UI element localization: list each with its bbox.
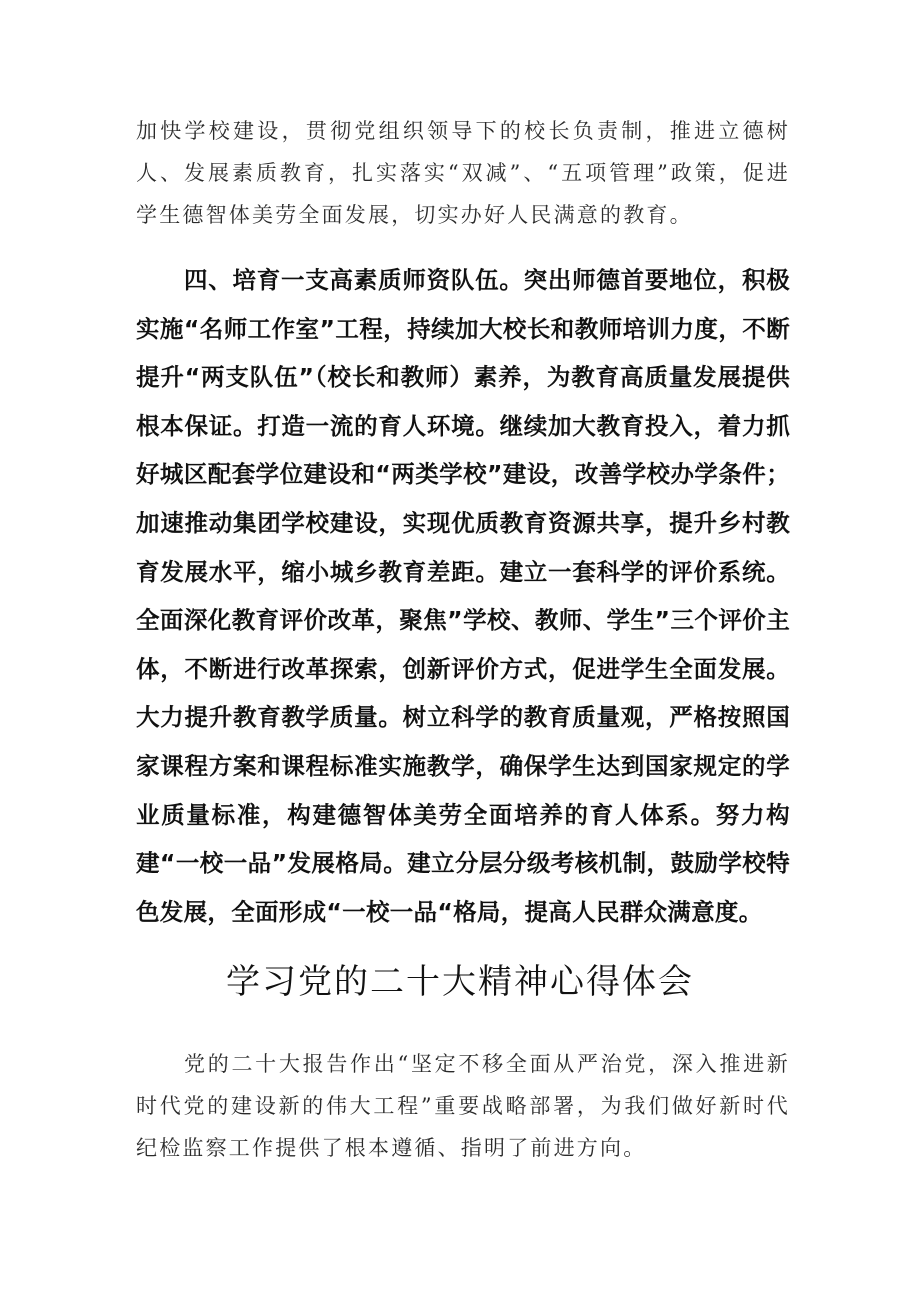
paragraph-intro: 党的二十大报告作出“坚定不移全面从严治党，深入推进新时代党的建设新的伟大工程”重要战略部署，为我们做好新时代纪检监察工作提供了根本遵循、指明了前进方向。 [136,1052,790,1160]
section-title: 学习党的二十大精神心得体会 [226,962,694,1002]
paragraph-four: 四、培育一支高素质师资队伍。突出师德首要地位，积极实施“名师工作室”工程，持续加大校长和教师培训力度，不断提升“两支队伍”（校长和教师）素养，为教育高质量发展提供根本保证。打造一流的育人环境。继续加大教育投入，着力抓好城区配套学位建设和“两类学校”建设，改善学校办学条件；加速推动集团学校建设，实现优质教育资源共享，提升乡村教育发展水平，缩小城乡教育差距。建立一套科学的评价系统。全面深化教育评价改革，聚焦”学校、教师、学生”三个评价主体，不断进行改革探索，创新评价方式，促进学生全面发展。大力提升教育教学质量。树立科学的教育质量观，严格按照国家课程方案和课程标准实施教学，确保学生达到国家规定的学业质量标准，构建德智体美劳全面培养的育人体系。努力构建“一校一品”发展格局。建立分层分级考核机制，鼓励学校特色发展，全面形成“一校一品“格局，提高人民群众满意度。 [136,266,790,926]
paragraph-continuation: 加快学校建设，贯彻党组织领导下的校长负责制，推进立德树人、发展素质教育，扎实落实“双减”、“五项管理”政策，促进学生德智体美劳全面发展，切实办好人民满意的教育。 [136,119,790,227]
